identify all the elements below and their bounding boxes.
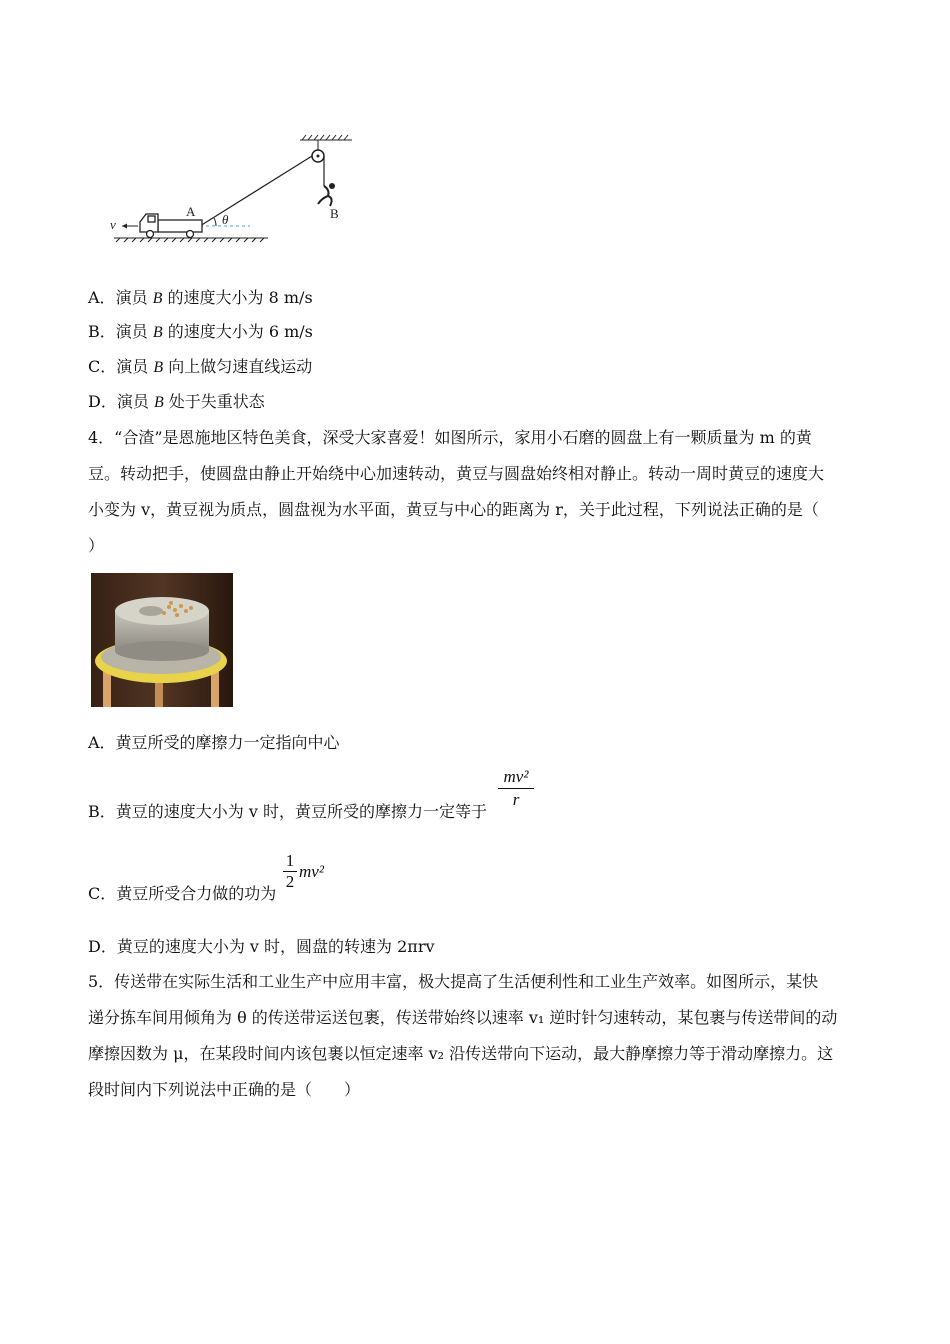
q3-option-d[interactable]: D．演员 B 处于失重状态 (88, 392, 265, 411)
q4-option-d[interactable]: D．黄豆的速度大小为 v 时，圆盘的转速为 2πrv (88, 937, 435, 956)
q3-option-b[interactable]: B．演员 B 的速度大小为 6 m/s (88, 322, 313, 341)
q4-option-b-fraction: mv² r (498, 766, 534, 811)
q3-option-c[interactable]: C．演员 B 向上做匀速直线运动 (88, 357, 313, 376)
ceiling-support (300, 135, 352, 150)
ground (114, 238, 268, 242)
q4-stem: 4．“合渣”是恩施地区特色美食，深受大家喜爱！如图所示，家用小石磨的圆盘上有一颗质量为 m 的黄 豆。转动把手，使圆盘由静止开始绕中心加速转动，黄豆与圆盘始终相对静止。转动一周时黄豆的速度大 小变为 v，黄豆视为质点，圆盘视为水平面，黄豆与中心的距离为 r，关于此过程，下列说法正确的是（ ） (88, 428, 825, 555)
q5-stem: 5．传送带在实际生活和工业生产中应用丰富，极大提高了生活便利性和工业生产效率。如图所示，某快 递分拣车间用倾角为 θ 的传送带运送包裹，传送带始终以速率 v₁ 逆时针匀速转动，某包裹与传送带间的动 摩擦因数为 μ，在某段时间内该包裹以恒定速率 v₂ 沿传送带向下运动，最大静摩擦力等于滑动摩擦力。这 段时间内下列说法中正确的是（ ） (88, 972, 838, 1099)
label-theta: θ (222, 212, 229, 227)
rope (200, 156, 312, 226)
q4-option-c-tail: mv² (299, 862, 324, 881)
q4-option-c-fraction: 1 2 (283, 851, 297, 892)
q3-option-a[interactable]: A．演员 B 的速度大小为 8 m/s (88, 288, 313, 307)
truck-pulley-figure (104, 134, 364, 246)
q4-option-a[interactable]: A．黄豆所受的摩擦力一定指向中心 (88, 733, 340, 752)
label-v: v (110, 217, 116, 232)
q4-option-b[interactable]: B．黄豆的速度大小为 v 时，黄豆所受的摩擦力一定等于 (88, 802, 487, 821)
stone-mill-photo (91, 573, 233, 707)
label-a: A (186, 204, 196, 219)
q4-option-c[interactable]: C．黄豆所受合力做的功为 (88, 884, 277, 903)
label-b: B (330, 206, 339, 221)
performer-b (318, 183, 335, 206)
